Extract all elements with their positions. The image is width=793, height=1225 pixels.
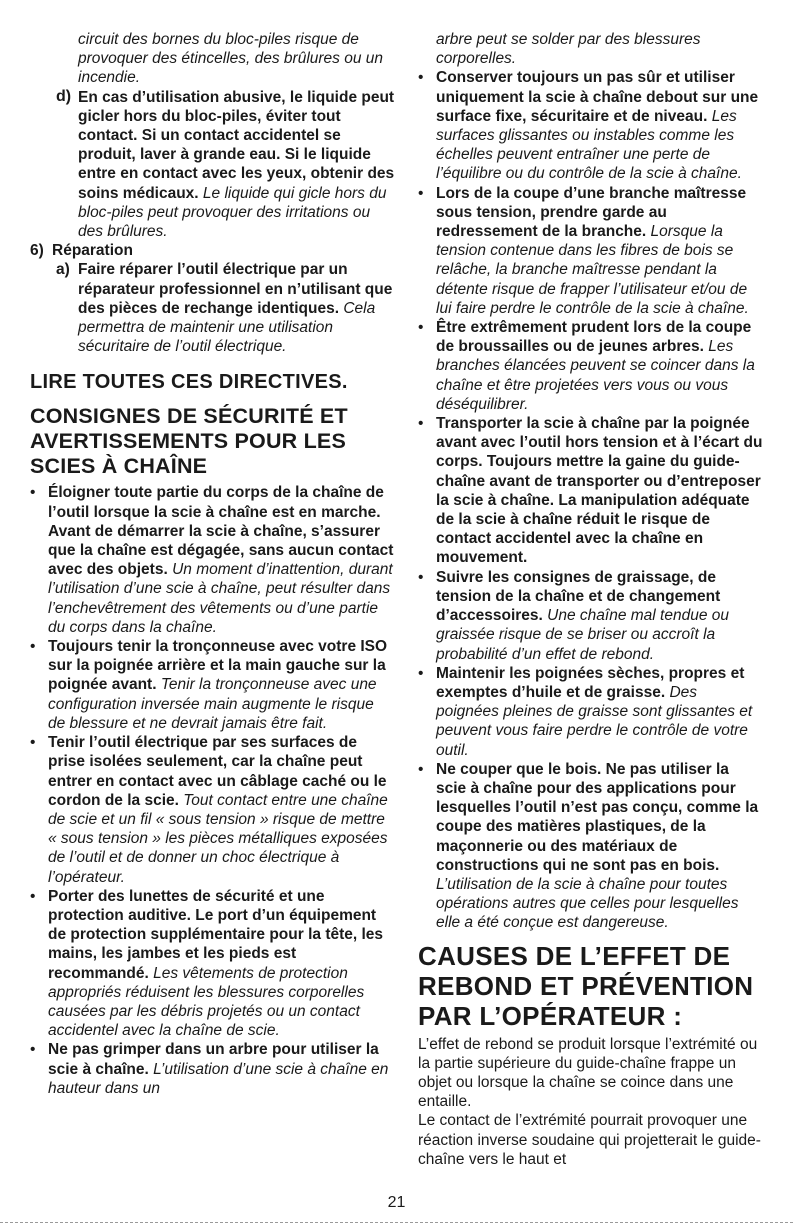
bullet-italic-text: Une chaîne mal tendue ou graissée risque de se briser ou accroît la probabilité d’un effet de rebond. [436,607,729,663]
bullet-item [418,664,763,760]
bullet-item [418,318,763,414]
item-a-label: a) [56,261,70,279]
bullet-italic-text: Un moment d’inattention, durant l’utilisation d’une scie à chaîne, peut résulter dans l’enchevêtrement des vêtements ou d’une partie du corps dans la chaîne. [48,561,393,636]
bullet-bold-text: Toujours tenir la tronçonneuse avec votre ISO sur la poignée arrière et la main gauche sur la poignée avant. [48,638,388,694]
bullet-bold-text: Éloigner toute partie du corps de la chaîne de l’outil lorsque la scie à chaîne est en marche. Avant de démarrer la scie à chaîne, s’assurer que la chaîne est dégagée, sans aucun contact avec des objets. [48,484,394,579]
bullet-italic-text: Lorsque la tension contenue dans les fibres de bois se relâche, la branche maîtresse pendant la détente risque de frapper l’utilisateur et/ou de lui faire perdre le contrôle de la scie à chaîne. [436,223,749,317]
right-continuation-text: arbre peut se solder par des blessures corporelles. [436,31,701,68]
right-column [418,30,763,1169]
bullet-bold-text: Maintenir les poignées sèches, propres et exemptes d’huile et de graisse. [436,664,745,701]
kickback-heading: CAUSES DE L’EFFET DE REBOND ET PRÉVENTION PAR L’OPÉRATEUR : [418,940,754,1031]
item-a [56,260,395,356]
item-d-text: En cas d’utilisation abusive, le liquide peut gicler hors du bloc-piles, éviter tout contact. Si un contact accidentel se produit, laver à grande eau. Si le liquide entre en contact avec les yeux, obtenir des soins médicaux. Le liquide qui gicle hors du bloc-piles peut provoquer des irritations ou des brûlures. [78,88,395,241]
bullet-italic-text: L’utilisation de la scie à chaîne pour toutes opérations autres que celles pour lesquelles elle a été conçue est dangereuse. [436,875,739,932]
bullet-dot: • [418,415,424,433]
left-continuation-text: circuit des bornes du bloc-piles risque de provoquer des étincelles, des brûlures ou un incendie. [78,31,384,87]
bullet-item [30,1040,395,1098]
bullet-dot: • [30,1041,36,1059]
bullet-dot: • [418,568,424,586]
bullet-item [30,733,395,887]
bullet-bold-text: Ne pas grimper dans un arbre pour utiliser la scie à chaîne. [48,1041,379,1078]
bullet-item [418,568,763,664]
bullet-bold-text: Lors de la coupe d’une branche maîtresse sous tension, prendre garde au redressement de la branche. [436,184,747,241]
bullet-bold-text: Transporter la scie à chaîne par la poignée avant avec l’outil hors tension et à l’écart du corps. Toujours mettre la gaine du guide-chaîne avant de transporter ou d’entreposer la scie à chaîne. La manipulation adéquate de la scie à chaîne réduit le risque de contact accidentel avec la chaîne en mouvement. [436,415,763,567]
bullet-dot: • [418,319,424,337]
chainsaw-safety-heading: CONSIGNES DE SÉCURITÉ ET AVERTISSEMENTS POUR LES SCIES À CHAÎNE [30,404,348,479]
bullet-dot: • [30,484,36,502]
bullet-bold-text: Ne couper que le bois. Ne pas utiliser la scie à chaîne pour des applications pour lesquelles l’outil n’est pas conçu, comme la coupe des matières plastiques, de la maçonnerie ou des matériaux de constructions qui ne sont pas en bois. [436,760,759,874]
page-number: 21 [387,1194,406,1211]
bullet-bold-text: Suivre les consignes de graissage, de tension de la chaîne et de changement d’accessoires. [436,568,721,625]
kickback-paragraph-2: Le contact de l’extrémité pourrait provoquer une réaction inverse soudaine qui projetterait le guide-chaîne vers le haut et [418,1112,761,1168]
bullet-italic-text: Des poignées pleines de graisse sont glissantes et peuvent vous faire perdre le contrôle de votre outil. [436,683,753,759]
item-d [56,88,395,242]
bullet-bold-text: Être extrêmement prudent lors de la coupe de broussailles ou de jeunes arbres. [436,319,752,356]
bullet-bold-text: Conserver toujours un pas sûr et utiliser uniquement la scie à chaîne debout sur une surface fixe, sécuritaire et de niveau. [436,69,759,125]
bullet-dot: • [30,734,36,752]
section-6-label: 6) [30,242,44,260]
bullet-italic-text: Les surfaces glissantes ou instables comme les échelles peuvent entraîner une perte de l’équilibre ou du contrôle de la scie à chaîne. [436,107,742,183]
item-d-label: d) [56,87,72,105]
bullet-item [30,887,395,1041]
bullet-item [418,414,763,568]
left-bullet-list [30,483,395,1098]
left-column [30,30,395,1098]
bullet-item [418,68,763,183]
bullet-bold-text: Tenir l’outil électrique par ses surfaces de prise isolées seulement, car la chaîne peut entrer en contact avec un câblage caché ou le cordon de la scie. [48,734,387,809]
right-bullet-list [418,68,763,932]
bullet-dot: • [418,760,424,778]
item-a-text: Faire réparer l’outil électrique par un réparateur professionnel en n’utilisant que des pièces de rechange identiques. Cela permettra de maintenir une utilisation sécuritaire de l’outil électrique. [78,261,393,356]
bullet-dot: • [30,638,36,656]
bullet-italic-text: Tout contact entre une chaîne de scie et un fil « sous tension » risque de mettre « sous tension » les pièces métalliques exposées de l’outil et de donner un choc électrique à l’opérateur. [48,791,388,886]
kickback-paragraph-1: L’effet de rebond se produit lorsque l’extrémité ou la partie supérieure du guide-chaîne frappe un objet ou lorsque la chaîne se coince dans une entaille. [418,1035,758,1111]
footer-dashed-rule [0,1222,793,1223]
bullet-dot: • [418,69,424,87]
bullet-italic-text: L’utilisation d’une scie à chaîne en hauteur dans un [48,1060,389,1097]
bullet-item [418,760,763,933]
bullet-dot: • [418,184,424,202]
bullet-italic-text: Les vêtements de protection appropriés réduisent les blessures corporelles causées par les débris projetés ou un contact accidentel avec la chaîne de scie. [48,964,365,1040]
bullet-italic-text: Tenir la tronçonneuse avec une configuration inversée main augmente le risque de blessure et ne devrait jamais être fait. [48,676,377,732]
bullet-dot: • [418,664,424,682]
read-all-instructions: LIRE TOUTES CES DIRECTIVES. [30,371,348,394]
section-6-title: Réparation [52,242,133,260]
bullet-italic-text: Les branches élancées peuvent se coincer dans la chaîne et être projetées vers vous ou vous déséquilibrer. [436,338,755,413]
bullet-item [30,483,395,637]
bullet-dot: • [30,887,36,905]
bullet-item [418,184,763,318]
section-6 [30,241,395,260]
bullet-item [30,637,395,733]
bullet-bold-text: Porter des lunettes de sécurité et une protection auditive. Le port d’un équipement de protection supplémentaire pour la tête, les mains, les jambes et les pieds est recommandé. [48,887,384,982]
